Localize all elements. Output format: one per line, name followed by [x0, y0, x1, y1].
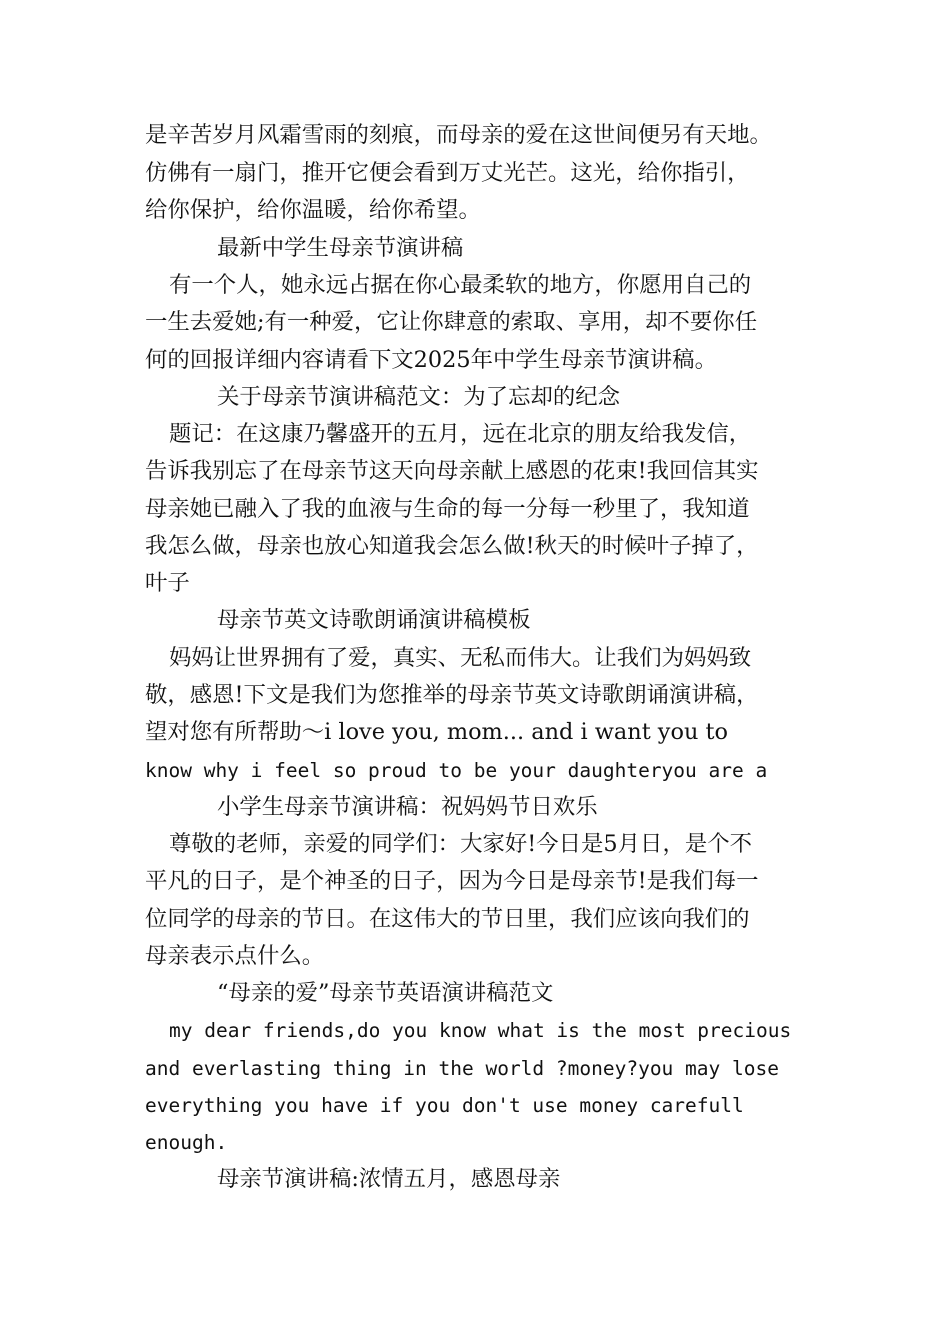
section-heading: 母亲节演讲稿:浓情五月，感恩母亲 [217, 1166, 561, 1192]
body-line: 敬，感恩!下文是我们为您推举的母亲节英文诗歌朗诵演讲稿， [145, 682, 759, 708]
body-line: 一生去爱她;有一种爱，它让你肆意的索取、享用，却不要你任 [145, 309, 758, 335]
body-line: 妈妈让世界拥有了爱，真实、无私而伟大。让我们为妈妈致 [169, 645, 752, 671]
section-heading: 关于母亲节演讲稿范文：为了忘却的纪念 [217, 384, 621, 410]
body-line: 叶子 [145, 570, 190, 596]
section-heading: 小学生母亲节演讲稿：祝妈妈节日欢乐 [217, 794, 598, 820]
body-line: 何的回报详细内容请看下文2025年中学生母亲节演讲稿。 [145, 347, 717, 373]
body-line: 是辛苦岁月风霜雪雨的刻痕，而母亲的爱在这世间便另有天地。 [145, 122, 772, 148]
section-heading: 最新中学生母亲节演讲稿 [217, 235, 464, 261]
body-line: 母亲表示点什么。 [145, 943, 325, 969]
section-heading: “母亲的爱”母亲节英语演讲稿范文 [217, 980, 554, 1006]
body-line: 母亲她已融入了我的血液与生命的每一分每一秒里了，我知道 [145, 496, 750, 522]
body-line: 告诉我别忘了在母亲节这天向母亲献上感恩的花束!我回信其实 [145, 458, 759, 484]
body-line: enough. [145, 1131, 228, 1154]
body-line: know why i feel so proud to be your daughteryou are a [145, 759, 768, 782]
body-line: 位同学的母亲的节日。在这伟大的节日里，我们应该向我们的 [145, 906, 750, 932]
body-line: everything you have if you don't use money carefull [145, 1094, 744, 1117]
body-line: 平凡的日子，是个神圣的日子，因为今日是母亲节!是我们每一 [145, 868, 759, 894]
section-heading: 母亲节英文诗歌朗诵演讲稿模板 [217, 607, 531, 633]
body-line: 有一个人，她永远占据在你心最柔软的地方，你愿用自己的 [169, 272, 752, 298]
body-line: 仿佛有一扇门，推开它便会看到万丈光芒。这光，给你指引， [145, 160, 750, 186]
body-line: 尊敬的老师，亲爱的同学们：大家好!今日是5月日，是个不 [169, 831, 753, 857]
body-line: my dear friends,do you know what is the most precious [169, 1019, 792, 1042]
body-line: and everlasting thing in the world ?money?you may lose [145, 1057, 779, 1080]
body-line: 我怎么做，母亲也放心知道我会怎么做!秋天的时候叶子掉了， [145, 533, 759, 559]
body-line: 题记：在这康乃馨盛开的五月，远在北京的朋友给我发信， [169, 421, 752, 447]
body-line: 望对您有所帮助～i love you, mom... and i want you to [145, 719, 728, 745]
body-line: 给你保护，给你温暖，给你希望。 [145, 197, 481, 223]
